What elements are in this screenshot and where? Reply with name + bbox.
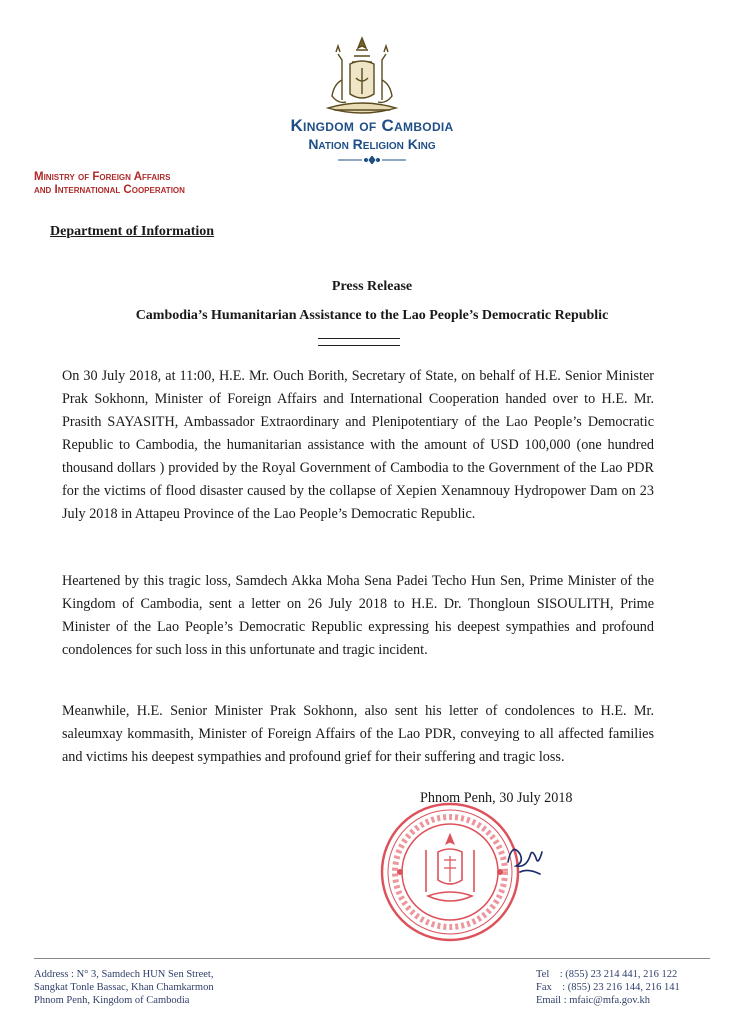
title-divider bbox=[318, 338, 400, 346]
ministry-name-line1: Ministry of Foreign Affairs bbox=[34, 171, 171, 183]
ministry-name-line2: and International Cooperation bbox=[34, 184, 185, 196]
national-motto: Nation Religion King bbox=[308, 136, 436, 152]
body-paragraph-3: Meanwhile, H.E. Senior Minister Prak Sokhonn, also sent his letter of condolences to H.E. Mr. saleumxay kommasith, Minister of Foreign Affairs of the Lao PDR, conveying to all affected families and victims his deepest sympathies and profound grief for their suffering and tragic loss. bbox=[62, 703, 654, 765]
email-line: Email : mfaic@mfa.gov.kh bbox=[536, 995, 650, 1006]
department-heading: Department of Information bbox=[50, 224, 215, 239]
ornament-divider-icon bbox=[336, 156, 408, 164]
address-line1: Address : N° 3, Samdech HUN Sen Street, bbox=[34, 969, 214, 980]
body-paragraph-2: Heartened by this tragic loss, Samdech Akka Moha Sena Padei Techo Hun Sen, Prime Minister of the Kingdom of Cambodia, sent a letter on 26 July 2018 to H.E. Dr. Thongloun SISOULITH, Prime Minister of the Lao People’s Democratic Republic expressing his deepest sympathies and profound condolences for such loss in this unfortunate and tragic incident. bbox=[62, 573, 654, 658]
body-paragraph-1: On 30 July 2018, at 11:00, H.E. Mr. Ouch Borith, Secretary of State, on behalf of H.E. Senior Minister Prak Sokhonn, Minister of Foreign Affairs and International Cooperation handed over to H.E. Mr. Prasith SAYASITH, Ambassador Extraordinary and Plenipotentiary of the Lao People’s Democratic Republic to Cambodia, the humanitarian assistance with the amount of USD 100,000 (one hundred thousand dollars ) provided by the Royal Government of Cambodia to the Government of the Lao PDR for the victims of flood disaster caused by the collapse of Xepien Xenamnouy Hydropower Dam on 23 July 2018 in Attapeu Province of the Lao People’s Democratic Republic. bbox=[62, 368, 654, 522]
address-line3: Phnom Penh, Kingdom of Cambodia bbox=[34, 995, 190, 1006]
press-release-title: Press Release bbox=[331, 279, 413, 294]
footer-divider bbox=[34, 958, 710, 959]
telephone-line: Tel : (855) 23 214 441, 216 122 bbox=[536, 969, 678, 980]
fax-line: Fax : (855) 23 216 144, 216 141 bbox=[536, 982, 680, 993]
ministry-seal-stamp bbox=[378, 800, 522, 944]
address-line2: Sangkat Tonle Bassac, Khan Chamkarmon bbox=[34, 982, 214, 993]
handwritten-signature bbox=[502, 832, 548, 882]
kingdom-title: Kingdom of Cambodia bbox=[290, 116, 454, 135]
royal-coat-of-arms-icon bbox=[316, 34, 408, 120]
press-release-subtitle: Cambodia’s Humanitarian Assistance to the Lao People’s Democratic Republic bbox=[135, 308, 609, 323]
dateline: Phnom Penh, 30 July 2018 bbox=[420, 790, 573, 806]
